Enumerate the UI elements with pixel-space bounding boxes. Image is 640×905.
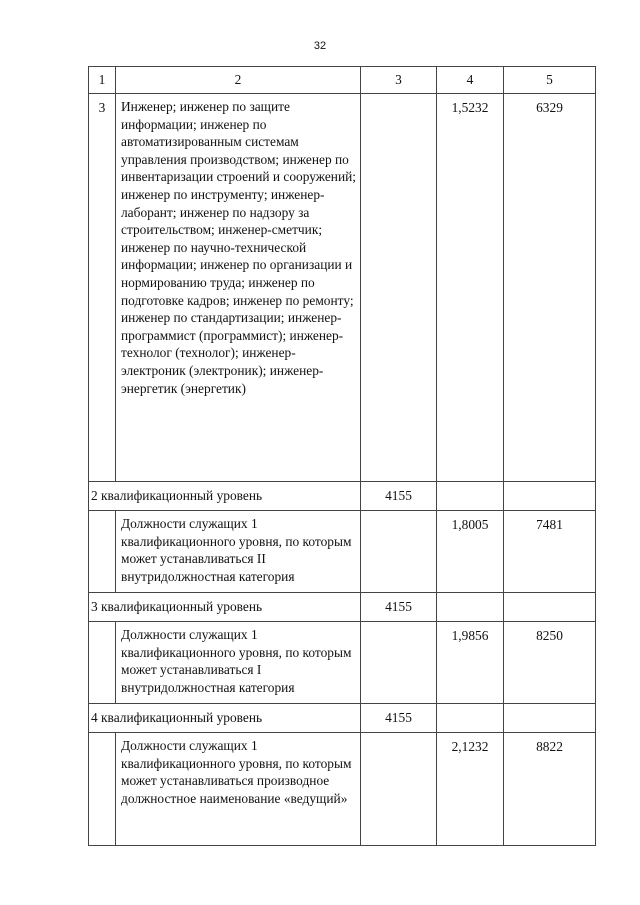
empty-cell (361, 511, 437, 593)
qualification-level: 4 квалификационный уровень (89, 704, 361, 733)
header-cell: 1 (89, 67, 116, 94)
base-salary: 4155 (361, 704, 437, 733)
position-list: Инженер; инженер по защите информации; инженер по автоматизированным системам управления производством; инженер по инвентаризации строений и сооружений; инженер по инструменту; инженер-лаборант; инженер по надзору за строительством; инженер-сметчик; инженер по научно-технической информации; инженер по организации и нормированию труда; инженер по подготовке кадров; инженер по ремонту; инженер по стандартизации; инженер-программист (программист); инженер-технолог (технолог); инженер-электроник (электроник); инженер-энергетик (энергетик) (116, 94, 361, 482)
header-cell: 4 (437, 67, 504, 94)
empty-cell (504, 593, 596, 622)
empty-cell (89, 511, 116, 593)
empty-cell (504, 704, 596, 733)
empty-cell (361, 733, 437, 846)
empty-cell (437, 482, 504, 511)
salary: 6329 (504, 94, 596, 482)
header-cell: 5 (504, 67, 596, 94)
table-row (89, 733, 596, 846)
salary: 8822 (504, 733, 596, 846)
salary-table (88, 66, 596, 846)
level-row (89, 704, 596, 733)
header-cell: 2 (116, 67, 361, 94)
empty-cell (361, 94, 437, 482)
coefficient: 1,8005 (437, 511, 504, 593)
position-description: Должности служащих 1 квалификационного уровня, по которым может устанавливаться II внутридолжностная категория (116, 511, 361, 593)
qualification-level: 3 квалификационный уровень (89, 593, 361, 622)
empty-cell (437, 704, 504, 733)
empty-cell (361, 622, 437, 704)
position-description: Должности служащих 1 квалификационного уровня, по которым может устанавливаться I внутридолжностная категория (116, 622, 361, 704)
coefficient: 1,5232 (437, 94, 504, 482)
table-row (89, 94, 596, 482)
coefficient: 1,9856 (437, 622, 504, 704)
table-header-row (89, 67, 596, 94)
empty-cell (89, 733, 116, 846)
empty-cell (504, 482, 596, 511)
empty-cell (437, 593, 504, 622)
qualification-level: 2 квалификационный уровень (89, 482, 361, 511)
level-row (89, 593, 596, 622)
base-salary: 4155 (361, 593, 437, 622)
salary: 7481 (504, 511, 596, 593)
table-row (89, 622, 596, 704)
level-row (89, 482, 596, 511)
position-description: Должности служащих 1 квалификационного уровня, по которым может устанавливаться производное должностное наименование «ведущий» (116, 733, 361, 846)
coefficient: 2,1232 (437, 733, 504, 846)
empty-cell (89, 622, 116, 704)
salary: 8250 (504, 622, 596, 704)
base-salary: 4155 (361, 482, 437, 511)
header-cell: 3 (361, 67, 437, 94)
row-number: 3 (89, 94, 116, 482)
table-row (89, 511, 596, 593)
page-number: 32 (313, 40, 327, 52)
